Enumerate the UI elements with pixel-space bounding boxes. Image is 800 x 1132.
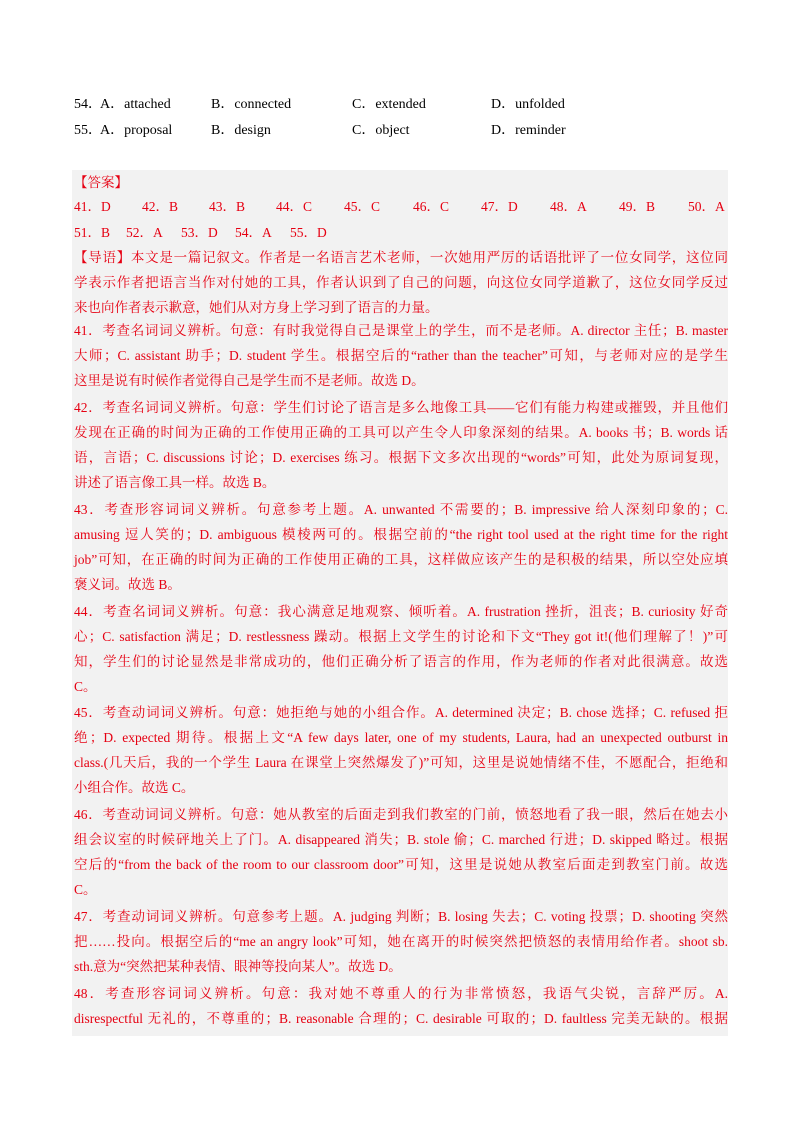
answer-item: 41．D (74, 199, 111, 214)
option-b: B．design (211, 123, 271, 138)
option-a: A．proposal (100, 123, 173, 138)
q46-line-4: C。 (74, 882, 97, 897)
answer-item: 52．A (126, 225, 163, 240)
answer-item: 51．B (74, 225, 111, 240)
q42-line-4: 讲述了语言像工具一样。故选 B。 (74, 475, 276, 490)
q41-line-3: 这里是说有时候作者觉得自己是学生而不是老师。故选 D。 (74, 373, 425, 388)
q42-line-2: 发现在正确的时间为正确的工作使用正确的工具可以产生令人印象深刻的结果。A. books 书；B. words 话 (74, 425, 728, 440)
option-d: D．reminder (491, 123, 566, 138)
q48-line-1: 48．考查形容词词义辨析。句意：我对她不尊重人的行为非常愤怒，我语气尖锐，言辞严厉。A. (74, 986, 728, 1001)
answer-item: 53．D (181, 225, 218, 240)
q41-line-1: 41．考查名词词义辨析。句意：有时我觉得自己是课堂上的学生，而不是老师。A. director 主任；B. master (74, 323, 728, 338)
q47-line-2: 把……投向。根据空后的“me an angry look”可知，她在离开的时候突然把愤怒的表情用给作者。shoot sb. (74, 934, 728, 949)
option-c: C．extended (352, 97, 426, 112)
option-b: B．connected (211, 97, 292, 112)
answer-heading: 【答案】 (74, 175, 128, 190)
q43-line-2: amusing 逗人笑的；D. ambiguous 模棱两可的。根据空前的“the right tool used at the right time for the right (74, 527, 728, 542)
intro-line-1: 【导语】本文是一篇记叙文。作者是一名语言艺术老师，一次她用严厉的话语批评了一位女同学，这位同 (74, 250, 728, 265)
intro-line-2: 学表示作者把语言当作对付她的工具，作者认识到了自己的问题，向这位女同学道歉了，这位女同学反过 (74, 275, 728, 290)
q46-line-2: 组会议室的时候砰地关上了门。A. disappeared 消失；B. stole 偷；C. marched 行进；D. skipped 略过。根据 (74, 832, 728, 847)
q42-line-1: 42．考查名词词义辨析。句意：学生们讨论了语言是多么地像工具——它们有能力构建或摧毁，并且他们 (74, 400, 728, 415)
answer-item: 48．A (550, 199, 587, 214)
q44-line-1: 44．考查名词词义辨析。句意：我心满意足地观察、倾听着。A. frustration 挫折，沮丧；B. curiosity 好奇 (74, 604, 728, 619)
q45-line-1: 45．考查动词词义辨析。句意：她拒绝与她的小组合作。A. determined 决定；B. chose 选择；C. refused 拒 (74, 705, 728, 720)
q45-line-3: class.(几天后，我的一个学生 Laura 在课堂上突然爆发了)”可知，这里是说她情绪不佳，不愿配合，拒绝和 (74, 755, 728, 770)
intro-line-3: 来也向作者表示歉意，她们从对方身上学习到了语言的力量。 (74, 300, 439, 315)
answer-item: 45．C (344, 199, 381, 214)
option-c: C．object (352, 123, 410, 138)
q44-line-2: 心；C. satisfaction 满足；D. restlessness 躁动。根据上文学生的讨论和下文“They got it!(他们理解了！)”可 (74, 629, 728, 644)
answer-item: 43．B (209, 199, 246, 214)
answer-item: 42．B (142, 199, 179, 214)
option-d: D．unfolded (491, 97, 565, 112)
option-a: A．attached (100, 97, 171, 112)
answer-item: 55．D (290, 225, 327, 240)
q46-line-1: 46．考查动词词义辨析。句意：她从教室的后面走到我们教室的门前，愤怒地看了我一眼，然后在她去小 (74, 807, 728, 822)
q47-line-1: 47．考查动词词义辨析。句意参考上题。A. judging 判断；B. losing 失去；C. voting 投票；D. shooting 突然 (74, 909, 728, 924)
q45-line-2: 绝；D. expected 期待。根据上文“A few days later, one of my students, Laura, had an unexpected outburst in (74, 730, 728, 745)
q46-line-3: 空后的“from the back of the room to our classroom door”可知，这里是说她从教室后面走到教室门前。故选 (74, 857, 728, 872)
q48-line-2: disrespectful 无礼的，不尊重的；B. reasonable 合理的；C. desirable 可取的；D. faultless 完美无缺的。根据 (74, 1011, 728, 1026)
q41-line-2: 大师；C. assistant 助手；D. student 学生。根据空后的“rather than the teacher”可知，与老师对应的是学生 (74, 348, 728, 363)
q43-line-3: job”可知，在正确的时间为正确的工作使用正确的工具，这样做应该产生的是积极的结果，所以空处应填 (74, 552, 728, 567)
answer-item: 44．C (276, 199, 313, 214)
q44-line-3: 知，学生们的讨论显然是非常成功的，他们正确分析了语言的作用，作为老师的作者对此很满意。故选 (74, 654, 728, 669)
question-number: 54． (74, 97, 102, 112)
answer-item: 54．A (235, 225, 272, 240)
question-number: 55． (74, 123, 102, 138)
answer-item: 46．C (413, 199, 450, 214)
answer-item: 49．B (619, 199, 656, 214)
q42-line-3: 语，言语；C. discussions 讨论；D. exercises 练习。根据下文多次出现的“words”可知，此处为原词复现， (74, 450, 728, 465)
answer-item: 47．D (481, 199, 518, 214)
q43-line-4: 褒义词。故选 B。 (74, 577, 181, 592)
q45-line-4: 小组合作。故选 C。 (74, 780, 195, 795)
answer-item: 50．A (688, 199, 725, 214)
q44-line-4: C。 (74, 679, 97, 694)
q47-line-3: sth.意为“突然把某种表情、眼神等投向某人”。故选 D。 (74, 959, 402, 974)
q43-line-1: 43．考查形容词词义辨析。句意参考上题。A. unwanted 不需要的；B. impressive 给人深刻印象的；C. (74, 502, 728, 517)
